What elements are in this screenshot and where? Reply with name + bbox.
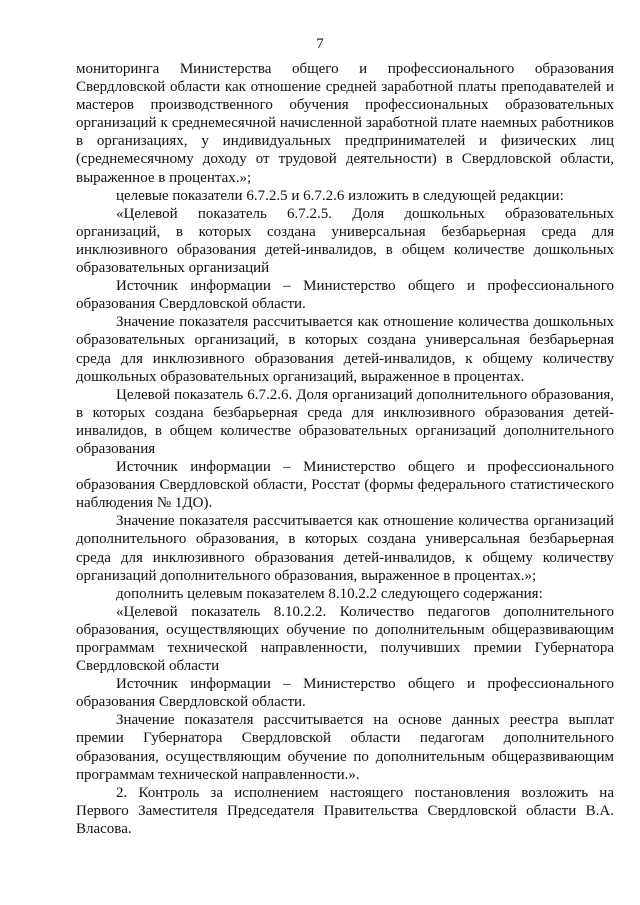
paragraph-source-8-10-2-2: Источник информации – Министерство общего и профессионального образования Свердловской области.: [76, 676, 614, 711]
paragraph-source-6-7-2-5: Источник информации – Министерство общего и профессионального образования Свердловской области.: [76, 278, 614, 313]
paragraph-control-clause: 2. Контроль за исполнением настоящего постановления возложить на Первого Заместителя Председателя Правительства Свердловской области В.А. Власова.: [76, 784, 614, 837]
paragraph-indicator-8-10-2-2: «Целевой показатель 8.10.2.2. Количество педагогов дополнительного образования, осуществляющих обучение по дополнительным общеразвивающим программам технической направленности, получивших премии Губернатора Свердловской области: [76, 603, 614, 675]
paragraph-indicator-6-7-2-6: Целевой показатель 6.7.2.6. Доля организаций дополнительного образования, в которых создана безбарьерная среда для инклюзивного образования детей-инвалидов, в общем количестве образовательных организаций дополнительного образования: [76, 386, 614, 457]
paragraph-continuation: мониторинга Министерства общего и профессионального образования Свердловской области как отношение средней заработной платы преподавателей и мастеров производственного обучения профессиональных образовательных организаций к среднемесячной начисленной заработной плате наемных работников в организациях, у индивидуальных предпринимателей и физических лиц (среднемесячному доходу от трудовой деятельности) в Свердловской области, выраженное в процентах.»;: [76, 61, 614, 186]
paragraph-calculation-6-7-2-5: Значение показателя рассчитывается как отношение количества дошкольных образовательных организаций, в которых создана универсальная безбарьерная среда для инклюзивного образования детей-инвалидов, к общему количеству дошкольных образовательных организаций, выраженное в процентах.: [76, 314, 614, 385]
document-body: [76, 60, 614, 838]
paragraph-indicator-6-7-2-5: «Целевой показатель 6.7.2.5. Доля дошкольных образовательных организаций, в которых создана универсальная безбарьерная среда для инклюзивного образования детей-инвалидов, в общем количестве дошкольных образовательных организаций: [76, 205, 614, 277]
paragraph-calculation-8-10-2-2: Значение показателя рассчитывается на основе данных реестра выплат премии Губернатора Свердловской области педагогам дополнительного образования, осуществляющим обучение по дополнительным общеразвивающим программам технической направленности.».: [76, 712, 614, 783]
paragraph-amendment-intro: целевые показатели 6.7.2.5 и 6.7.2.6 изложить в следующей редакции:: [116, 187, 564, 204]
paragraph-source-6-7-2-6: Источник информации – Министерство общего и профессионального образования Свердловской области, Росстат (формы федерального статистического наблюдения № 1ДО).: [76, 459, 614, 512]
paragraph-addition-intro: дополнить целевым показателем 8.10.2.2 следующего содержания:: [116, 585, 543, 602]
paragraph-calculation-6-7-2-6: Значение показателя рассчитывается как отношение количества организаций дополнительного образования, в которых создана универсальная безбарьерная среда для инклюзивного образования детей-инвалидов, к общему количеству организаций дополнительного образования, выраженное в процентах.»;: [76, 513, 614, 584]
page-number: 7: [316, 36, 324, 52]
